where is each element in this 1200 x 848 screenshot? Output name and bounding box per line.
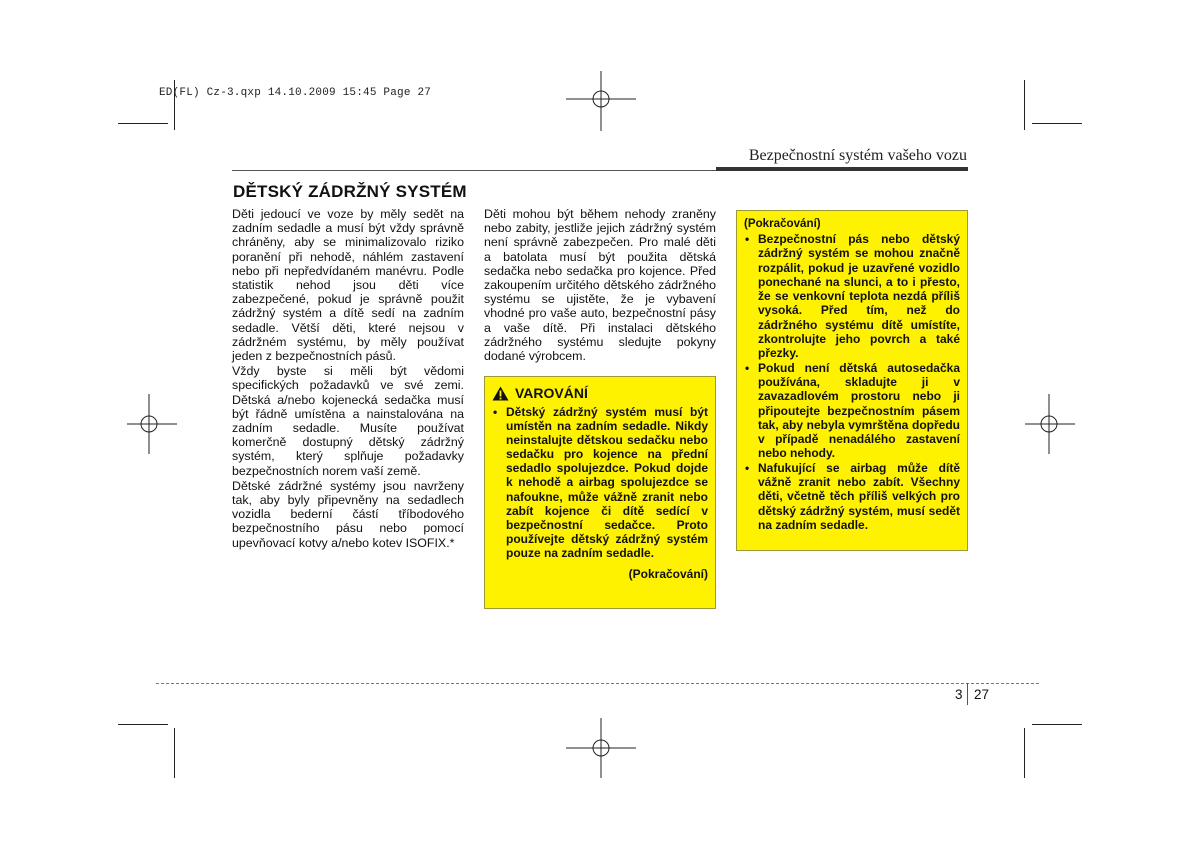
paragraph: Děti jedoucí ve voze by měly sedět na zadním sedadle a musí být vždy správně chráněny, aby se minimalizovalo riziko poranění při nehodě, náhlém zastavení nebo při nepředvídaném manévru. Podle statistik nehod jsou děti více zabezpečené, pokud je správně použit zádržný systém a dítě sedí na zadním sedadle. Větší děti, které nejsou v zádržném systému, by měly používat jeden z bezpečnostních pásů. <box>232 207 464 364</box>
warning-item: • Nafukující se airbag může dítě vážně zranit nebo zabít. Všechny děti, včetně těch příliš velkých pro dětský zádržný systém, musí sedět na zadním sedadle. <box>745 460 960 532</box>
header-rule <box>232 170 718 171</box>
crop-mark <box>1024 728 1025 778</box>
continued-label: (Pokračování) <box>628 567 708 582</box>
chapter-number: 3 <box>955 687 963 702</box>
warning-list <box>492 405 708 560</box>
crop-mark <box>174 728 175 778</box>
header-rule-thick <box>716 167 968 171</box>
warning-item: • Dětský zádržný systém musí být umístěn na zadním sedadle. Nikdy neinstalujte dětskou sedačku nebo sedačku pro kojence na přední sedadlo spolujezdce. Pokud dojde k nehodě a airbag spolujezdce se nafoukne, může vážně zranit nebo zabít kojence či dítě sedící v bezpečnostní sedačce. Proto používejte dětský zádržný systém pouze na zadním sedadle. <box>493 405 708 560</box>
paragraph: Děti mohou být během nehody zraněny nebo zabity, jestliže jejich zádržný systém není správně zabezpečen. Pro malé děti a batolata musí být použita dětská sedačka nebo sedačka pro kojence. Před zakoupením určitého dětského zádržného systému se ujistěte, že je vybavení vhodné pro vaše auto, bezpečnostní pásy a vaše dítě. Při instalaci dětského zádržného systému sledujte pokyny dodané výrobcem. <box>484 207 716 364</box>
warning-item: • Bezpečnostní pás nebo dětský zádržný systém se mohou značně rozpálit, pokud je uzavřené vozidlo ponechané na slunci, a to i přesto, že se venkovní teplota nezdá příliš vysoká. Před tím, než do zádržného systému dítě umístíte, zkontrolujte jeho povrch a také přezky. <box>745 232 960 361</box>
warning-triangle-icon <box>492 386 509 401</box>
registration-mark-icon <box>127 394 177 454</box>
bullet-icon: • <box>745 360 750 375</box>
warning-header <box>492 385 708 401</box>
bullet-icon: • <box>745 232 750 246</box>
page-number-value: 27 <box>974 687 990 702</box>
registration-mark-icon <box>566 71 636 131</box>
page-heading: DĚTSKÝ ZÁDRŽNÝ SYSTÉM <box>233 182 467 201</box>
paragraph: Vždy byste si měli být vědomi specifických požadavků ve své zemi. Dětská a/nebo kojenecká sedačka musí být řádně umístěna a nainstalována na zadním sedadle. Musíte používat komerčně dostupný dětský zádržný systém, který splňuje požadavky bezpečnostních norem vaší země. <box>232 364 464 478</box>
registration-mark-icon <box>566 718 636 778</box>
crop-mark <box>1024 80 1025 130</box>
footer-rule <box>156 683 1039 684</box>
registration-mark-icon <box>1025 394 1075 454</box>
page-number <box>955 687 989 702</box>
crop-mark <box>1032 123 1082 124</box>
paragraph: Dětské zádržné systémy jsou navrženy tak, aby byly připevněny na sedadlech vozidla bederní částí tříbodového bezpečnostního pásu nebo pomocí upevňovací kotvy a/nebo kotev ISOFIX.* <box>232 478 464 550</box>
section-title: Bezpečnostní systém vašeho vozu <box>748 147 967 164</box>
warning-list <box>744 232 960 532</box>
warning-item: • Pokud není dětská autosedačka používána, skladujte ji v zavazadlovém prostoru nebo ji připoutejte bezpečnostním pásem tak, aby nebyla vymrštěna dopředu v případě nenadálého zastavení nebo nehody. <box>745 360 960 461</box>
continued-label: (Pokračování) <box>744 217 821 230</box>
warning-title: VAROVÁNÍ <box>515 385 588 401</box>
text-column-left <box>232 207 464 551</box>
text-column-middle <box>484 207 716 364</box>
continued-warning-box <box>736 210 968 551</box>
file-header: ED(FL) Cz-3.qxp 14.10.2009 15:45 Page 27 <box>159 87 432 99</box>
crop-mark <box>1032 724 1082 725</box>
bullet-icon: • <box>493 405 498 419</box>
warning-box <box>484 376 716 609</box>
crop-mark <box>118 123 168 124</box>
bullet-icon: • <box>745 460 750 475</box>
crop-mark <box>118 724 168 725</box>
